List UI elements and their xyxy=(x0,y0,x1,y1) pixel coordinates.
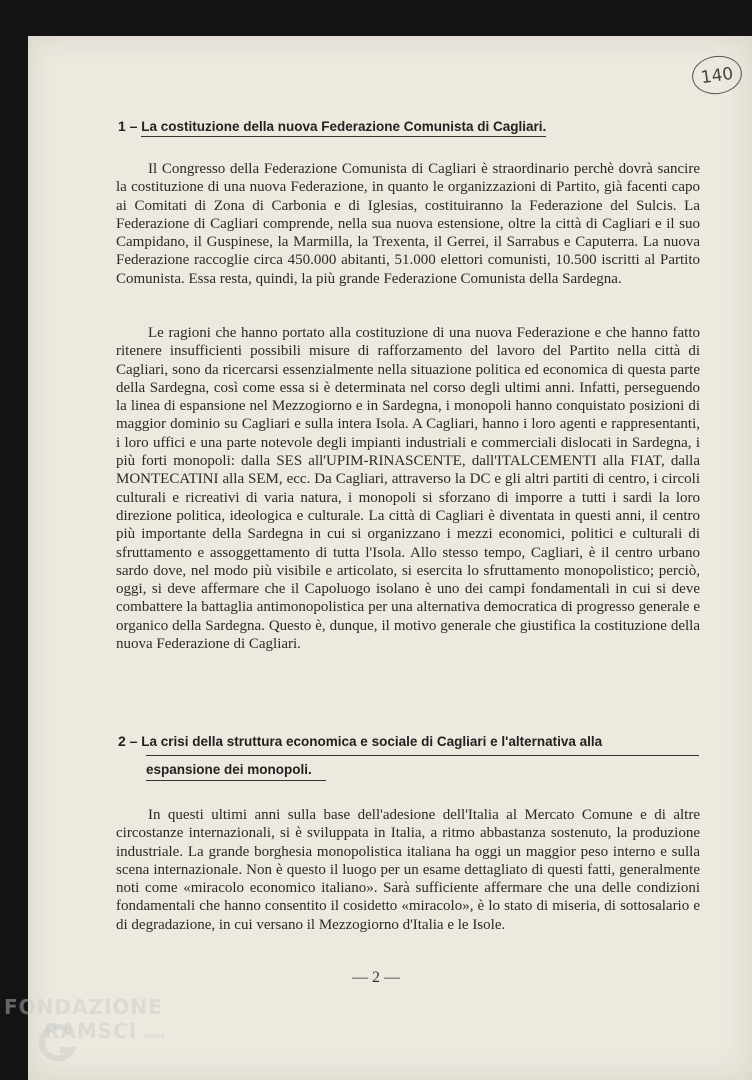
section-2-title-line1: La crisi della struttura economica e sociale di Cagliari e l'alternativa alla xyxy=(141,734,603,749)
watermark-line1: FONDAZIONE xyxy=(4,995,163,1019)
section-1-number: 1 – xyxy=(118,118,138,134)
section-1-title: La costituzione della nuova Federazione Comunista di Cagliari. xyxy=(141,119,546,137)
section-2-underline-1 xyxy=(146,755,699,756)
watermark-g-logo-icon xyxy=(36,1022,80,1066)
section-2-heading-line2 xyxy=(146,762,312,777)
page-footer-number: — 2 — xyxy=(352,969,400,986)
section-2-underline-2 xyxy=(146,780,326,781)
section-1-paragraph-2: Le ragioni che hanno portato alla costituzione di una nuova Federazione e che hanno fatto ritenere insufficienti possibili misure di rafforzamento del lavoro del Partito nella città di Cagliari, sono da ricercarsi essenzialmente nella situazione politica ed economica di questa parte della Sardegna, così come essa si è determinata nel corso degli ultimi anni. Infatti, perseguendo la linea di espansione nel Mezzogiorno e in Sardegna, i monopoli hanno conquistato posizioni di maggior dominio su Cagliari e sulla intera Isola. A Cagliari, hanno i loro agenti e rappresentanti, i loro uffici e una parte notevole degli impianti industriali e commerciali dislocati in Sardegna, i più forti monopoli: dalla SES all'UPIM-RINASCENTE, dall'ITALCEMENTI alla FIAT, dalla MONTECATINI alla SEM, ecc. Da Cagliari, attraverso la DC e gli altri partiti di centro, i circoli culturali e ricreativi di varia natura, i monopoli si sforzano di imporre a tutti i sardi la loro direzione politica, ideologica e culturale. La città di Cagliari è diventata in questi anni, il centro più importante della Sardegna in cui si organizzano i mezzi economici, politici e culturali di sfruttamento e assoggettamento di tutta l'Isola. Allo stesso tempo, Cagliari, è il centro urbano sardo dove, nel modo più visibile e articolato, si esercita lo sfruttamento monopolistico; perciò, oggi, si deve affermare che il Capoluogo isolano è uno dei campi fondamentali in cui si deve combattere la battaglia antimonopolistica per una alternativa democratica di progresso generale e organico della Sardegna. Questo è, dunque, il motivo generale che giustifica la costituzione della nuova Federazione di Cagliari. xyxy=(116,325,700,653)
section-2-number: 2 – xyxy=(118,733,138,749)
fondazione-gramsci-watermark xyxy=(4,997,165,1041)
section-2-paragraph-1: In questi ultimi anni sulla base dell'adesione dell'Italia al Mercato Comune e di altre circostanze internazionali, si è sviluppata in Italia, a ritmo abbastanza sostenuto, la produzione industriale. La grande borghesia monopolistica italiana ha oggi un maggior peso interno e sulla scena internazionale. Non è questo il luogo per un esame dettagliato di questi fatti, generalmente noti come «miracolo economico italiano». Sarà sufficiente affermare che una delle condizioni fondamentali che hanno consentito il cosidetto «miracolo», è lo stato di miseria, di sottosalario e di degradazione, in cui versano il Mezzogiorno d'Italia e le Isole. xyxy=(116,807,700,933)
watermark-small: onlus xyxy=(143,1032,165,1040)
section-2-heading xyxy=(118,733,708,749)
watermark-line2: RAMSCI xyxy=(44,1019,138,1043)
section-1-paragraph-1: Il Congresso della Federazione Comunista di Cagliari è straordinario perchè dovrà sancire la costituzione di una nuova Federazione, in quanto le organizzazioni di Partito, già facenti capo ai Comitati di Zona di Carbonia e di Iglesias, costituiranno la Federazione del Sulcis. La Federazione di Cagliari comprende, nella sua nuova estensione, oltre la città di Cagliari e il suo Campidano, il Guspinese, la Marmilla, la Trexenta, il Gerrei, il Sarrabus e Caputerra. La nuova Federazione raccoglie circa 450.000 abitanti, 51.000 elettori comunisti, 10.500 iscritti al Partito Comunista. Essa resta, quindi, la più grande Federazione Comunista della Sardegna. xyxy=(116,161,700,287)
handwritten-page-number: 140 xyxy=(690,53,745,98)
section-2-title-line2: espansione dei monopoli. xyxy=(146,762,312,777)
section-1-heading xyxy=(118,118,546,134)
